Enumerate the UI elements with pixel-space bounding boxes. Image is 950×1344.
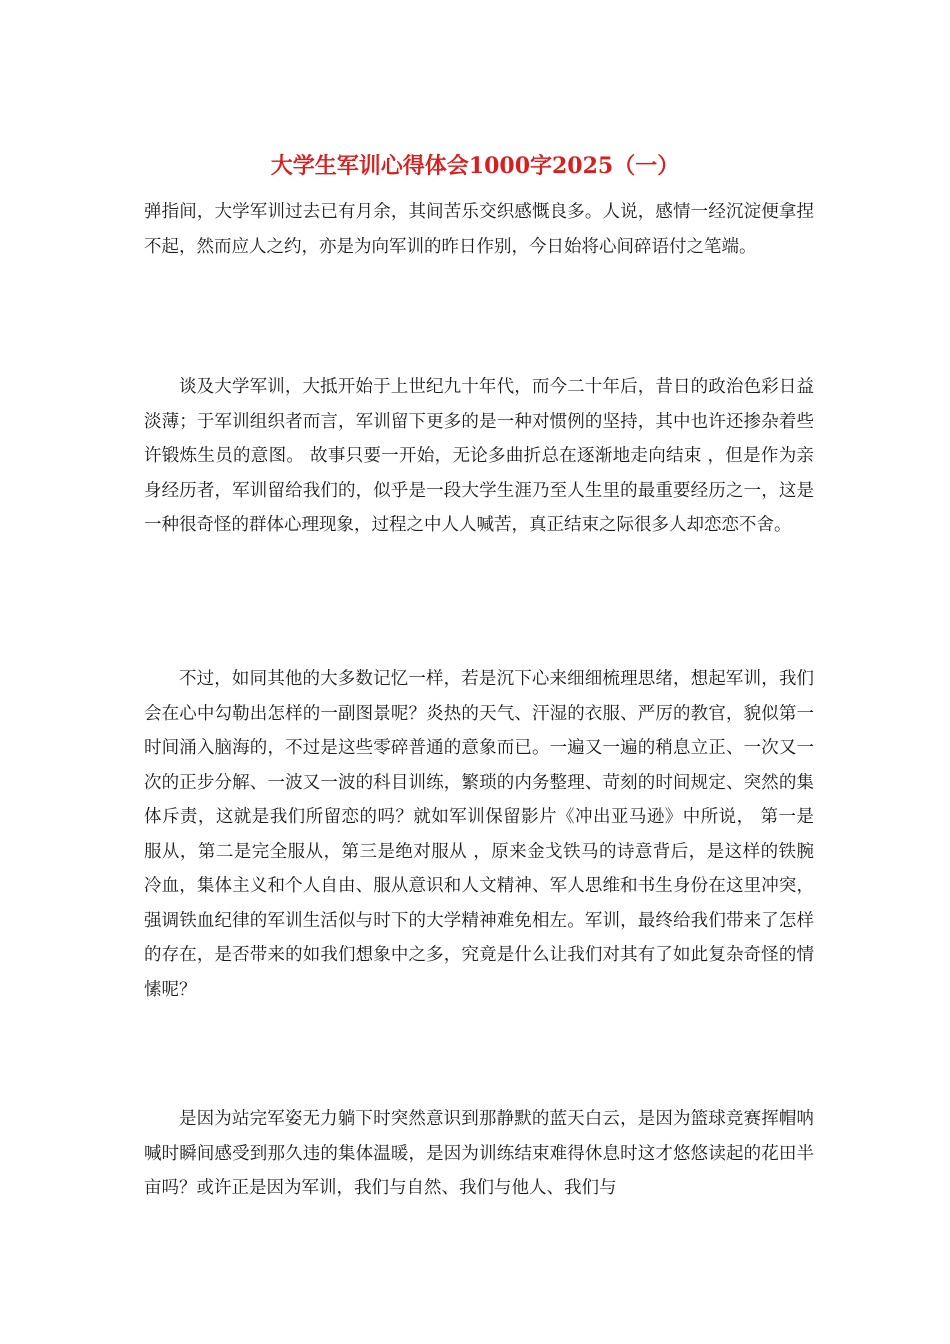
paragraph-history: 谈及大学军训，大抵开始于上世纪九十年代，而今二十年后，昔日的政治色彩日益淡薄；于军训组织者而言，军训留下更多的是一种对惯例的坚持，其中也许还掺杂着些许锻炼生员的意图。 故事只要一开始，无论多曲折总在逐渐地走向结束 ，但是作为亲身经历者，军训留给我们的，似乎是一段大学生涯乃至人生里的最重要经历之一，这是一种很奇怪的群体心理现象，过程之中人人喊苦，真正结束之际很多人却恋恋不舍。 bbox=[144, 377, 814, 535]
paragraph-intro: 弹指间，大学军训过去已有月余，其间苦乐交织感慨良多。人说，感情一经沉淀便拿捏不起，然而应人之约，亦是为向军训的昨日作别，今日始将心间碎语付之笔端。 bbox=[144, 202, 814, 257]
paragraph-memory: 不过，如同其他的大多数记忆一样，若是沉下心来细细梳理思绪，想起军训，我们会在心中勾勒出怎样的一副图景呢？炎热的天气、汗湿的衣服、严厉的教官，貌似第一时间涌入脑海的，不过是这些零碎普通的意象而已。一遍又一遍的稍息立正、一次又一次的正步分解、一波又一波的科目训练，繁琐的内务整理、苛刻的时间规定、突然的集体斥责，这就是我们所留恋的吗？就如军训保留影片《冲出亚马逊》中所说， 第一是服从，第二是完全服从，第三是绝对服从 ，原来金戈铁马的诗意背后，是这样的铁腕冷血，集体主义和个人自由、服从意识和人文精神、军人思维和书生身份在这里冲突，强调铁血纪律的军训生活似与时下的大学精神难免相左。军训，最终给我们带来了怎样的存在，是否带来的如我们想象中之多，究竟是什么让我们对其有了如此复杂奇怪的情愫呢？ bbox=[144, 669, 814, 1000]
document-title: 大学生军训心得体会1000字2025（一） bbox=[270, 153, 680, 179]
paragraph-reasons: 是因为站完军姿无力躺下时突然意识到那静默的蓝天白云，是因为篮球竞赛挥帽呐喊时瞬间感受到那久违的集体温暖，是因为训练结束难得休息时这才悠悠读起的花田半亩吗？或许正是因为军训，我们与自然、我们与他人、我们与 bbox=[144, 1109, 814, 1198]
